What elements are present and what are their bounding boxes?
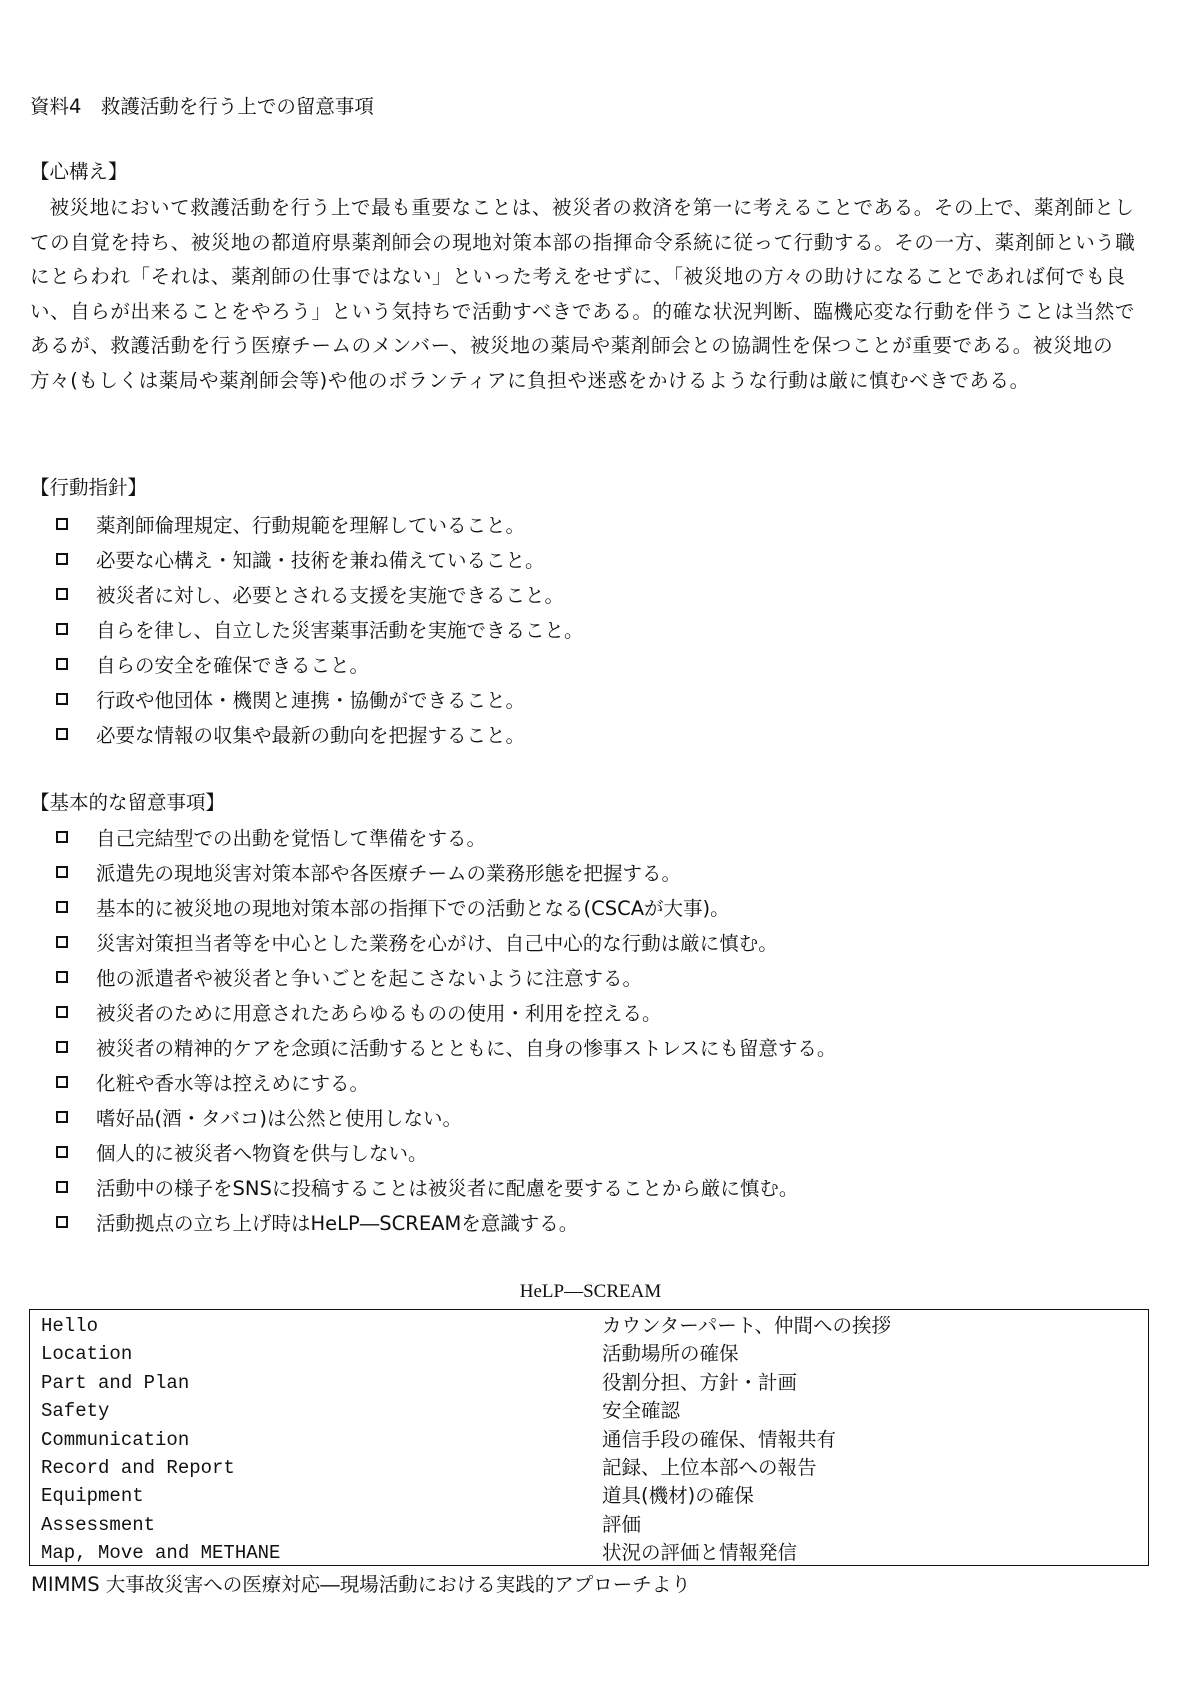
checkbox-icon bbox=[56, 901, 68, 913]
basics-text: 自己完結型での出動を覚悟して準備をする。 bbox=[96, 827, 487, 850]
basics-item bbox=[0, 891, 1181, 926]
checkbox-icon bbox=[56, 866, 68, 878]
basics-item bbox=[0, 1031, 1181, 1066]
checkbox-icon bbox=[56, 553, 68, 565]
source-note: MIMMS 大事故災害への医療対応―現場活動における実践的アプローチより bbox=[31, 1573, 691, 1596]
basics-item bbox=[0, 1101, 1181, 1136]
help-description: 通信手段の確保、情報共有 bbox=[602, 1427, 837, 1451]
basics-text: 活動中の様子をSNSに投稿することは被災者に配慮を要することから厳に慎む。 bbox=[96, 1177, 799, 1200]
help-term: Equipment bbox=[41, 1485, 144, 1508]
help-term: Map, Move and METHANE bbox=[41, 1542, 281, 1565]
guideline-item bbox=[0, 683, 1181, 718]
checkbox-icon bbox=[56, 971, 68, 983]
help-description: 評価 bbox=[602, 1512, 642, 1536]
checkbox-icon bbox=[56, 693, 68, 705]
basics-checklist bbox=[0, 821, 1181, 1241]
checkbox-icon bbox=[56, 518, 68, 530]
basics-item bbox=[0, 1171, 1181, 1206]
guideline-item bbox=[0, 508, 1181, 543]
help-term: Assessment bbox=[41, 1513, 156, 1536]
basics-item bbox=[0, 996, 1181, 1031]
help-description: 道具(機材)の確保 bbox=[602, 1484, 754, 1508]
checkbox-icon bbox=[56, 1006, 68, 1018]
help-term: Part and Plan bbox=[41, 1371, 190, 1394]
checkbox-icon bbox=[56, 658, 68, 670]
table-row bbox=[30, 1369, 1148, 1397]
guideline-item bbox=[0, 648, 1181, 683]
guideline-item bbox=[0, 613, 1181, 648]
checkbox-icon bbox=[56, 1146, 68, 1158]
help-description: 役割分担、方針・計画 bbox=[602, 1370, 798, 1394]
checkbox-icon bbox=[56, 1076, 68, 1088]
basics-item bbox=[0, 961, 1181, 996]
help-term: Location bbox=[41, 1343, 133, 1366]
guideline-item bbox=[0, 543, 1181, 578]
basics-item bbox=[0, 1066, 1181, 1101]
basics-item bbox=[0, 821, 1181, 856]
basics-heading: 【基本的な留意事項】 bbox=[30, 791, 226, 814]
table-row bbox=[30, 1511, 1148, 1539]
basics-text: 嗜好品(酒・タバコ)は公然と使用しない。 bbox=[96, 1107, 463, 1130]
basics-text: 活動拠点の立ち上げ時はHeLP―SCREAMを意識する。 bbox=[96, 1212, 579, 1235]
guideline-text: 必要な情報の収集や最新の動向を把握すること。 bbox=[96, 724, 526, 747]
help-term: Record and Report bbox=[41, 1456, 235, 1479]
basics-item bbox=[0, 1136, 1181, 1171]
help-scream-caption: HeLP―SCREAM bbox=[519, 1281, 662, 1302]
table-row bbox=[30, 1454, 1148, 1482]
help-description: カウンターパート、仲間への挨拶 bbox=[602, 1314, 891, 1337]
help-description: 状況の評価と情報発信 bbox=[602, 1541, 798, 1565]
guideline-text: 被災者に対し、必要とされる支援を実施できること。 bbox=[96, 584, 565, 607]
guideline-text: 自らを律し、自立した災害薬事活動を実施できること。 bbox=[96, 619, 584, 642]
guideline-item bbox=[0, 578, 1181, 613]
basics-text: 被災者のために用意されたあらゆるものの使用・利用を控える。 bbox=[96, 1002, 662, 1025]
checkbox-icon bbox=[56, 588, 68, 600]
guideline-text: 行政や他団体・機関と連携・協働ができること。 bbox=[96, 689, 526, 712]
help-term: Safety bbox=[41, 1400, 110, 1423]
help-term: Communication bbox=[41, 1428, 190, 1451]
basics-text: 災害対策担当者等を中心とした業務を心がけ、自己中心的な行動は厳に慎む。 bbox=[96, 932, 778, 955]
table-row bbox=[30, 1482, 1148, 1510]
basics-item bbox=[0, 856, 1181, 891]
basics-text: 派遣先の現地災害対策本部や各医療チームの業務形態を把握する。 bbox=[96, 862, 682, 885]
guideline-text: 薬剤師倫理規定、行動規範を理解していること。 bbox=[96, 514, 526, 537]
basics-item bbox=[0, 926, 1181, 961]
table-row bbox=[30, 1312, 1148, 1340]
guideline-text: 必要な心構え・知識・技術を兼ね備えていること。 bbox=[96, 549, 545, 572]
guidelines-heading: 【行動指針】 bbox=[30, 476, 148, 499]
mindset-heading: 【心構え】 bbox=[30, 160, 128, 183]
help-description: 安全確認 bbox=[602, 1399, 681, 1423]
mindset-paragraph: 被災地において救護活動を行う上で最も重要なことは、被災者の救済を第一に考えることである。その上で、薬剤師としての自覚を持ち、被災地の都道府県薬剤師会の現地対策本部の指揮命令系統に従って行動する。その一方、薬剤師という職にとらわれ「それは、薬剤師の仕事ではない」といった考えをせずに、「被災地の方々の助けになることであれば何でも良い、自らが出来ることをやろう」という気持ちで活動すべきである。的確な状況判断、臨機応変な行動を伴うことは当然であるが、救護活動を行う医療チームのメンバー、被災地の薬局や薬剤師会との協調性を保つことが重要である。被災地の方々(もしくは薬局や薬剤師会等)や他のボランティアに負担や迷惑をかけるような行動は厳に慎むべきである。 bbox=[30, 196, 1136, 392]
table-row bbox=[30, 1426, 1148, 1454]
page-title: 資料4 救護活動を行う上での留意事項 bbox=[30, 95, 374, 118]
basics-text: 化粧や香水等は控えめにする。 bbox=[96, 1072, 370, 1095]
checkbox-icon bbox=[56, 1041, 68, 1053]
help-term: Hello bbox=[41, 1315, 99, 1337]
help-scream-table bbox=[29, 1309, 1149, 1566]
table-row bbox=[30, 1397, 1148, 1425]
basics-text: 他の派遣者や被災者と争いごとを起こさないように注意する。 bbox=[96, 967, 643, 990]
basics-text: 個人的に被災者へ物資を供与しない。 bbox=[96, 1142, 428, 1165]
basics-text: 被災者の精神的ケアを念頭に活動するとともに、自身の惨事ストレスにも留意する。 bbox=[96, 1037, 837, 1060]
help-description: 記録、上位本部への報告 bbox=[602, 1455, 817, 1479]
checkbox-icon bbox=[56, 1181, 68, 1193]
help-description: 活動場所の確保 bbox=[602, 1342, 739, 1366]
guideline-text: 自らの安全を確保できること。 bbox=[96, 654, 370, 677]
checkbox-icon bbox=[56, 1111, 68, 1123]
checkbox-icon bbox=[56, 936, 68, 948]
checkbox-icon bbox=[56, 728, 68, 740]
table-row bbox=[30, 1539, 1148, 1567]
checkbox-icon bbox=[56, 623, 68, 635]
table-row bbox=[30, 1340, 1148, 1368]
basics-text: 基本的に被災地の現地対策本部の指揮下での活動となる(CSCAが大事)。 bbox=[96, 897, 730, 920]
basics-item bbox=[0, 1206, 1181, 1241]
guideline-item bbox=[0, 718, 1181, 753]
checkbox-icon bbox=[56, 1216, 68, 1228]
checkbox-icon bbox=[56, 831, 68, 843]
guidelines-checklist bbox=[0, 508, 1181, 753]
